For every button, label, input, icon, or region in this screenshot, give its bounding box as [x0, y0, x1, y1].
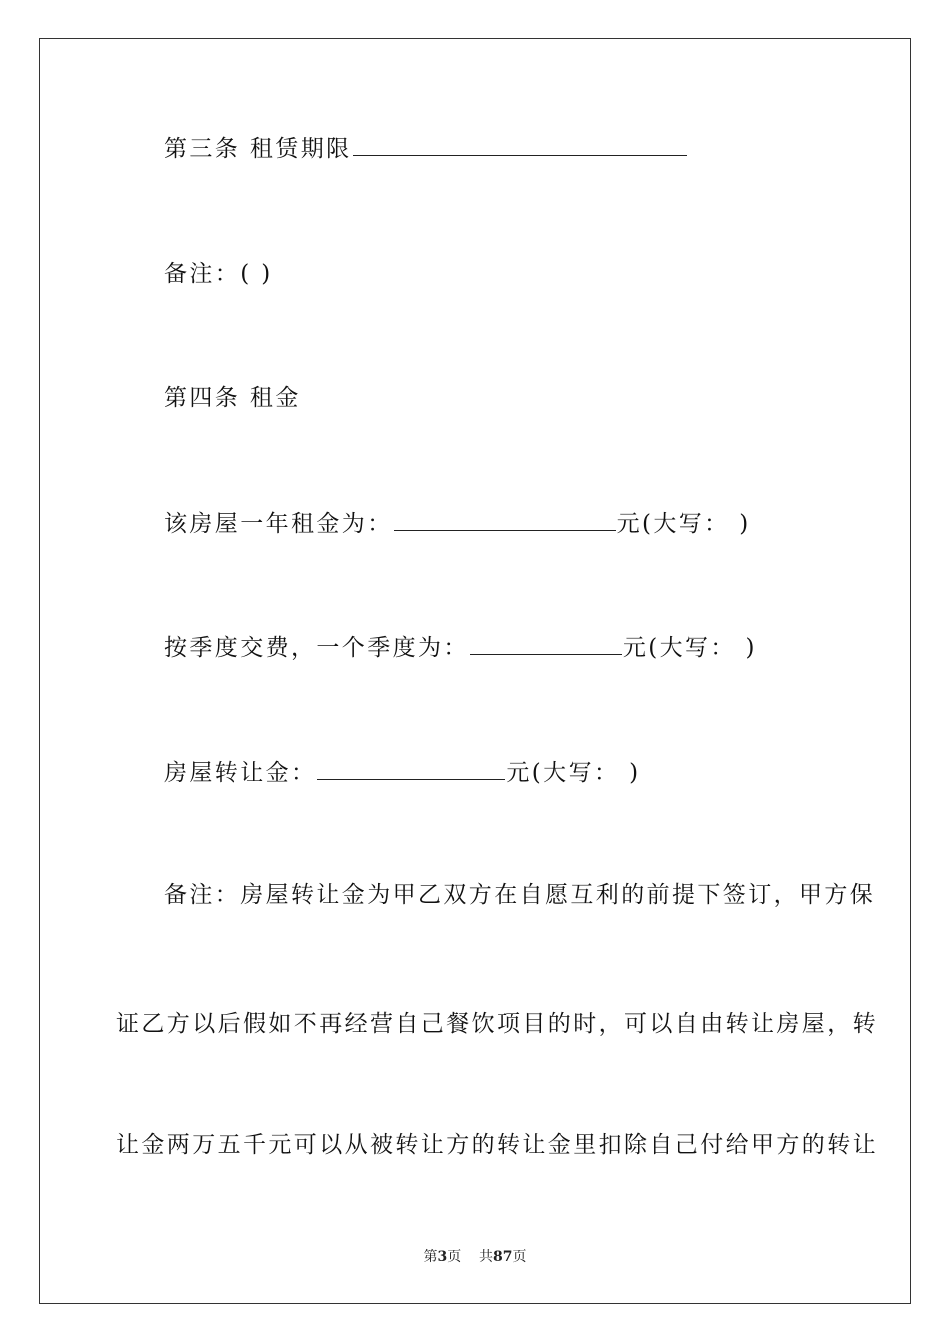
page-label-prefix: 第 — [423, 1249, 438, 1265]
quarterly-rent-line — [164, 632, 757, 663]
article-4-heading — [164, 383, 301, 413]
transfer-fee-line — [164, 757, 640, 788]
note-2-line-2: 证乙方以后假如不再经营自己餐饮项目的时，可以自由转让房屋，转 — [116, 1011, 878, 1037]
article-3-heading — [164, 133, 688, 164]
article-4-label: 第四条 — [164, 385, 241, 411]
quarterly-rent-blank[interactable] — [470, 632, 622, 655]
page-label-mid: 页 共 — [447, 1249, 494, 1265]
quarterly-rent-suffix: 元(大写： ) — [622, 635, 757, 661]
note-2-line-3: 让金两万五千元可以从被转让方的转让金里扣除自己付给甲方的转让 — [116, 1132, 878, 1158]
transfer-fee-suffix: 元(大写： ) — [506, 760, 641, 786]
transfer-fee-prefix: 房屋转让金： — [164, 760, 317, 786]
article-3-label: 第三条 — [164, 136, 241, 162]
article-4-title: 租金 — [249, 385, 301, 411]
annual-rent-line — [164, 508, 751, 539]
lease-term-blank[interactable] — [353, 133, 687, 156]
annual-rent-suffix: 元(大写： ) — [616, 511, 751, 537]
note-2-line-1: 备注：房屋转让金为甲乙双方在自愿互利的前提下签订，甲方保 — [164, 882, 876, 908]
note-1: 备注：( ) — [164, 261, 273, 287]
page-footer — [0, 1247, 950, 1267]
annual-rent-prefix: 该房屋一年租金为： — [164, 511, 393, 537]
page-label-suffix: 页 — [512, 1249, 527, 1265]
transfer-fee-blank[interactable] — [317, 757, 505, 780]
article-3-title: 租赁期限 — [249, 136, 352, 162]
quarterly-rent-prefix: 按季度交费，一个季度为： — [164, 635, 469, 661]
page-border — [39, 38, 911, 1304]
page-number: 3 — [437, 1249, 448, 1265]
total-pages: 87 — [493, 1249, 513, 1265]
annual-rent-blank[interactable] — [394, 508, 616, 531]
